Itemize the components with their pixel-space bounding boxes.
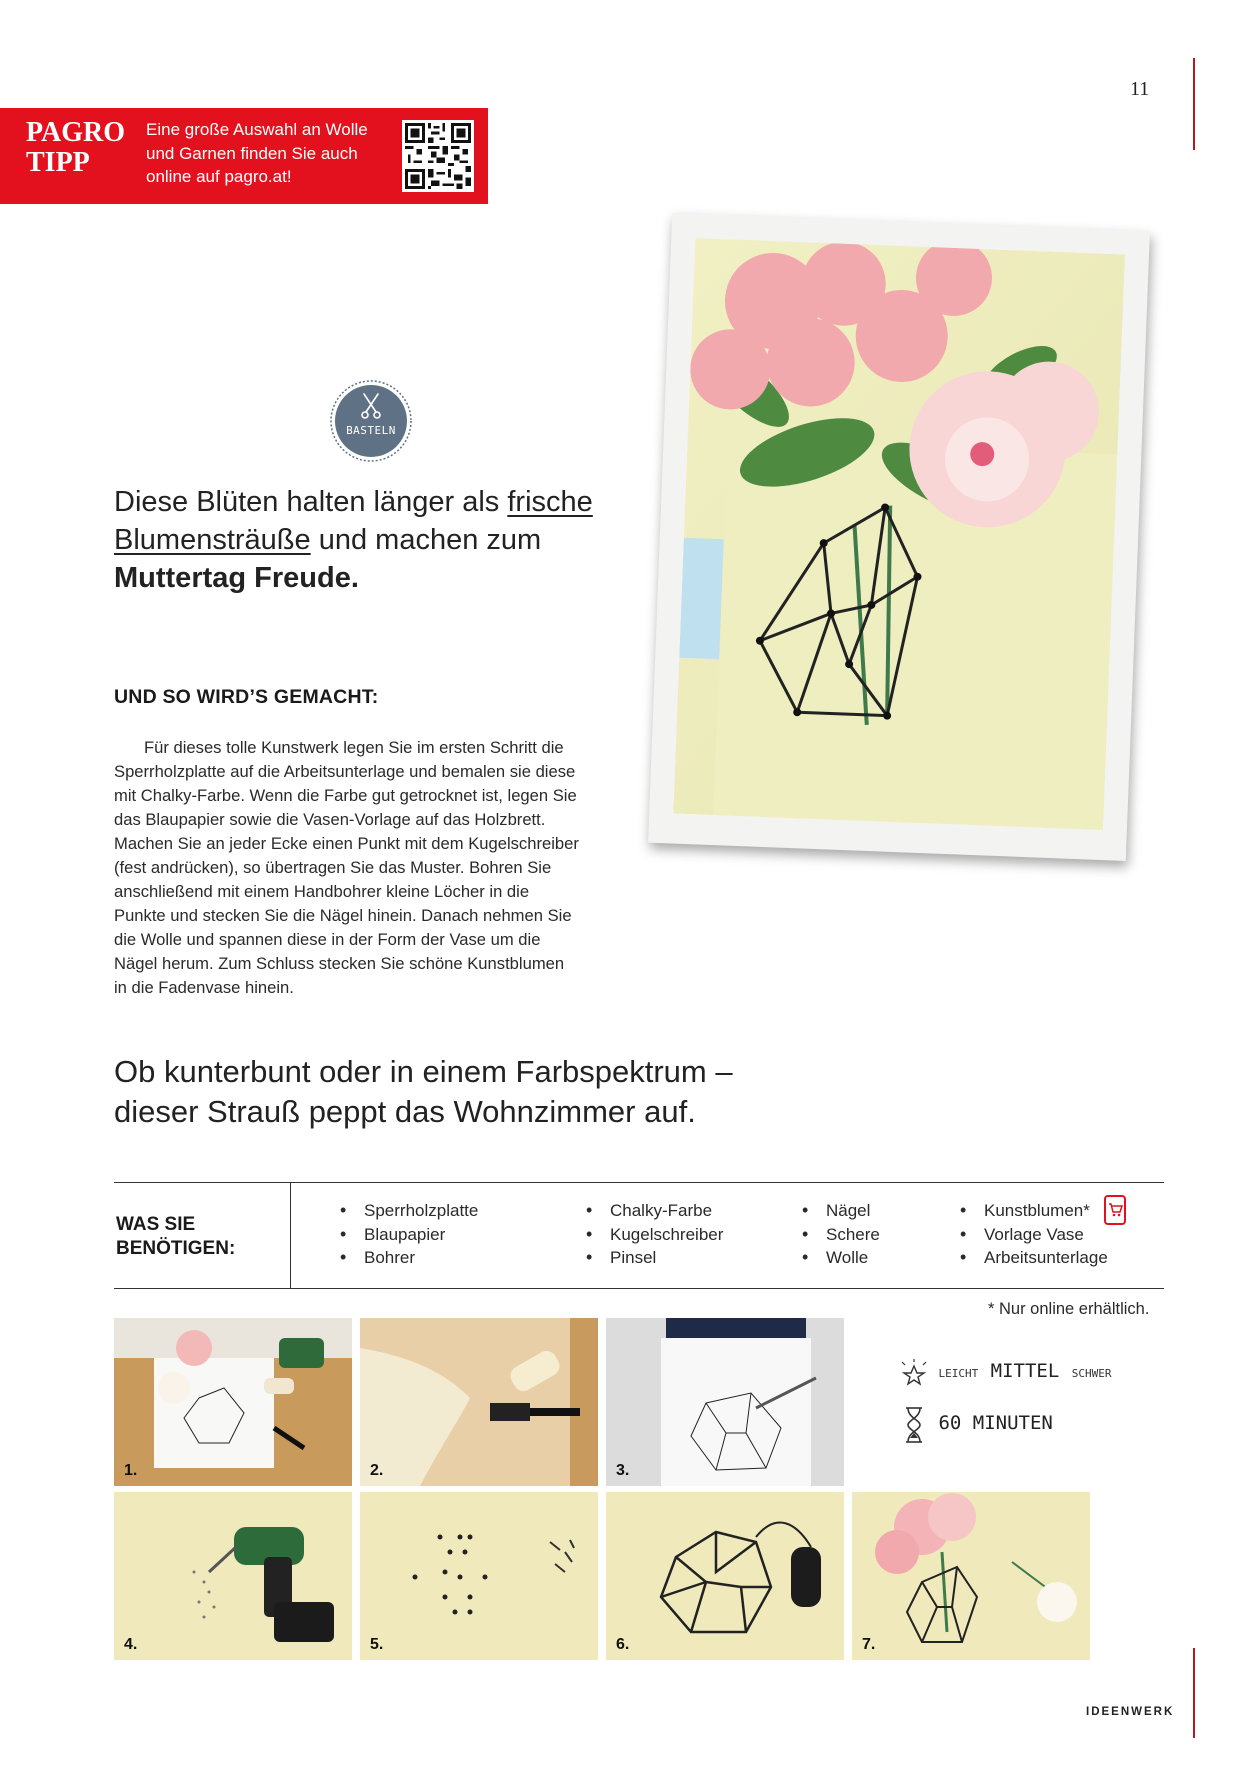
margin-rule-bottom — [1193, 1648, 1195, 1738]
list-item: • Schere — [802, 1223, 880, 1247]
difficulty-hard: SCHWER — [1071, 1367, 1112, 1381]
step-photo-1 — [114, 1318, 352, 1486]
step-number: 6. — [616, 1636, 630, 1653]
difficulty-row — [898, 1358, 1112, 1388]
step-photo-3 — [606, 1318, 844, 1486]
main-photo — [648, 213, 1150, 861]
difficulty-easy: LEICHT — [938, 1367, 979, 1381]
list-item: • Kunstblumen* — [960, 1199, 1108, 1223]
materials-label — [116, 1213, 286, 1261]
materials-column-2 — [586, 1199, 723, 1270]
list-item: • Nägel — [802, 1199, 880, 1223]
materials-label-line1: WAS SIE — [116, 1214, 196, 1235]
instructions-text: Für dieses tolle Kunstwerk legen Sie im ersten Schritt die Sperrholzplatte auf die Arbeitsunterlage und bemalen sie diese mit Chalky-Farbe. Wenn die Farbe gut getrocknet ist, legen Sie das Blaupapier sowie die Vasen-Vorlage auf das Holzbrett. Machen Sie an jeder Ecke einen Punkt mit dem Kugelschreiber (fest andrücken), so übertragen Sie das Muster. Bohren Sie anschließend mit einem Handbohrer kleine Löcher in die Punkte und stecken Sie die Nägel hinein. Danach nehmen Sie die Wolle und spannen diese in der Form der Vase um die Nägel herum. Zum Schluss stecken Sie schöne Kunstblumen in die Fadenvase hinein. — [114, 738, 579, 997]
step-number: 7. — [862, 1636, 876, 1653]
step-photo-5 — [360, 1492, 598, 1660]
tip-title-line1: PAGRO — [26, 117, 126, 148]
list-item: • Wolle — [802, 1246, 880, 1270]
step-photo-2 — [360, 1318, 598, 1486]
star-icon — [898, 1358, 930, 1388]
step-number: 1. — [124, 1462, 138, 1479]
time-row — [898, 1404, 1053, 1446]
cart-icon[interactable] — [1104, 1195, 1126, 1225]
step-number: 3. — [616, 1462, 630, 1479]
difficulty-medium: MITTEL — [990, 1360, 1060, 1383]
list-item: • Arbeitsunterlage — [960, 1246, 1108, 1270]
headline-bold: Muttertag Freude. — [114, 562, 359, 594]
step-photo-4 — [114, 1492, 352, 1660]
tip-title-line2: TIPP — [26, 147, 90, 178]
step-photo-6 — [606, 1492, 844, 1660]
time-label: 60 MINUTEN — [938, 1412, 1053, 1435]
basteln-badge — [330, 380, 412, 462]
materials-column-4 — [960, 1199, 1108, 1270]
list-item: • Kugelschreiber — [586, 1223, 723, 1247]
list-item: • Chalky-Farbe — [586, 1199, 723, 1223]
subheadline — [114, 1052, 914, 1132]
materials-rule-bottom — [114, 1288, 1164, 1289]
list-item: • Pinsel — [586, 1246, 723, 1270]
materials-footnote: * Nur online erhältlich. — [988, 1300, 1150, 1318]
headline — [114, 483, 634, 597]
list-item: • Vorlage Vase — [960, 1223, 1108, 1247]
badge-label: BASTELN — [346, 424, 396, 437]
brand-footer: IDEENWERK — [1086, 1706, 1175, 1718]
instructions-heading: UND SO WIRD’S GEMACHT: — [114, 686, 379, 708]
materials-column-1 — [340, 1199, 478, 1270]
list-item: • Blaupapier — [340, 1223, 478, 1247]
headline-part2: und machen zum — [310, 524, 542, 556]
subheadline-line1: Ob kunterbunt oder in einem Farbspektrum – — [114, 1054, 733, 1089]
step-photo-7 — [852, 1492, 1090, 1660]
headline-underlined: frische Blumensträuße — [114, 486, 593, 556]
step-number: 4. — [124, 1636, 138, 1653]
headline-part1: Diese Blüten halten länger als — [114, 486, 508, 518]
qr-code-icon[interactable] — [402, 120, 474, 192]
page-number: 11 — [1130, 78, 1150, 100]
margin-rule-top — [1193, 58, 1195, 150]
materials-divider — [290, 1182, 291, 1289]
materials-rule-top — [114, 1182, 1164, 1183]
subheadline-line2: dieser Strauß peppt das Wohnzimmer auf. — [114, 1094, 696, 1129]
hourglass-icon — [898, 1404, 930, 1446]
step-number: 2. — [370, 1462, 384, 1479]
list-item: • Bohrer — [340, 1246, 478, 1270]
materials-column-3 — [802, 1199, 880, 1270]
tip-title — [26, 118, 125, 178]
step-number: 5. — [370, 1636, 384, 1653]
tip-text: Eine große Auswahl an Wolle und Garnen finden Sie auch online auf pagro.at! — [146, 120, 368, 186]
materials-label-line2: BENÖTIGEN: — [116, 1238, 236, 1259]
list-item: • Sperrholzplatte — [340, 1199, 478, 1223]
